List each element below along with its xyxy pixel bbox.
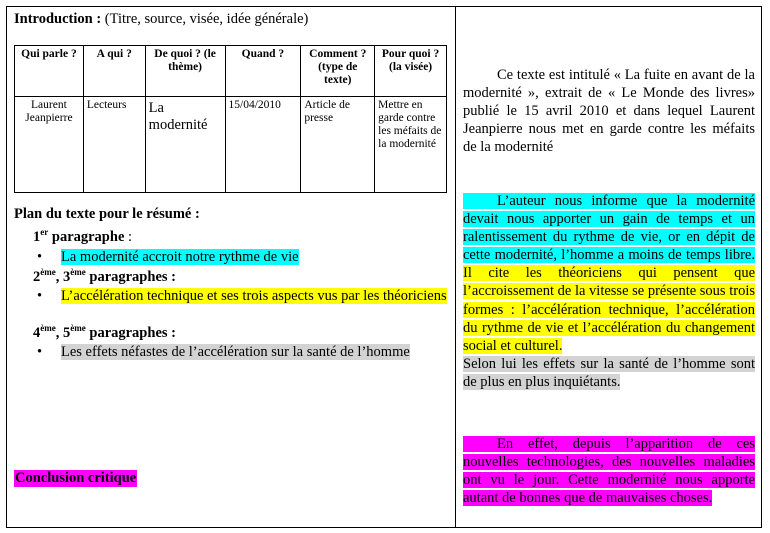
table-header-row [15, 46, 447, 97]
table-header: Quand ? [225, 46, 301, 97]
introduction-label: Introduction : [14, 11, 102, 27]
paragraph-heading-1: 1er paragraphe : [33, 227, 133, 245]
plan-bullet-1 [37, 249, 447, 266]
table-cell: Article de presse [301, 97, 375, 193]
conclusion-magenta-text: En effet, depuis l’apparition de ces nouvelles technologies, des nouvelles maladies ont vu le jour. Cette modernité nous apporte autant de bonnes que de mauvaises choses. [463, 436, 755, 507]
table-header: De quoi ? (le thème) [145, 46, 225, 97]
table-header: Qui parle ? [15, 46, 84, 97]
plan-bullet-3 [37, 344, 447, 361]
table-row [15, 97, 447, 193]
intro-paragraph-text: Ce texte est intitulé « La fuite en avant de la modernité », extrait de « Le Monde des livres» publié le 15 avril 2010 et dans lequel Laurent Jeanpierre nous met en garde contre les méfaits de la modernité [463, 67, 755, 156]
document-page [6, 6, 762, 528]
summary-gray-text: Selon lui les effets sur la santé de l’homme sont de plus en plus inquiétants. [463, 355, 755, 390]
summary-cyan-text: L’auteur nous informe que la modernité devait nous apporter un gain de temps et un ralentissement du rythme de vie, or en dépit de cette modernité, l’homme a moins de temps libre. [463, 193, 755, 264]
table-cell: La modernité [145, 97, 225, 193]
summary-yellow-text: Il cite les théoriciens qui pensent que l’accroissement de la vitesse se présente sous trois formes : l’accélération technique, l’accélération du rythme de vie et l’accélération du changement social et culturel. [463, 265, 755, 354]
conclusion-paragraph [463, 435, 755, 507]
analysis-table [14, 45, 447, 193]
paragraph-heading-2: 2ème, 3ème paragraphes : [33, 267, 176, 285]
introduction-heading [14, 11, 308, 28]
plan-bullet-2 [37, 288, 447, 305]
table-cell: Lecteurs [83, 97, 145, 193]
conclusion-heading: Conclusion critique [15, 470, 137, 486]
table-cell: 15/04/2010 [225, 97, 301, 193]
table-cell: Mettre en garde contre les méfaits de la modernité [375, 97, 447, 193]
intro-paragraph [463, 66, 755, 156]
left-column [7, 7, 455, 527]
plan-bullet-text: Les effets néfastes de l’accélération sur la santé de l’homme [61, 344, 410, 360]
paragraph-heading-3: 4ème, 5ème paragraphes : [33, 323, 176, 341]
right-column [456, 7, 761, 527]
summary-paragraph [463, 192, 755, 391]
plan-bullet-text: La modernité accroit notre rythme de vie [61, 249, 299, 265]
bullet-icon: • [37, 249, 43, 265]
bullet-icon: • [37, 288, 43, 304]
introduction-detail: (Titre, source, visée, idée générale) [101, 11, 309, 27]
table-header: Comment ? (type de texte) [301, 46, 375, 97]
table-header: A qui ? [83, 46, 145, 97]
plan-title: Plan du texte pour le résumé : [14, 206, 200, 222]
bullet-icon: • [37, 344, 43, 360]
table-cell: Laurent Jeanpierre [15, 97, 84, 193]
plan-bullet-text: L’accélération technique et ses trois aspects vus par les théoriciens [61, 288, 447, 304]
table-header: Pour quoi ? (la visée) [375, 46, 447, 97]
